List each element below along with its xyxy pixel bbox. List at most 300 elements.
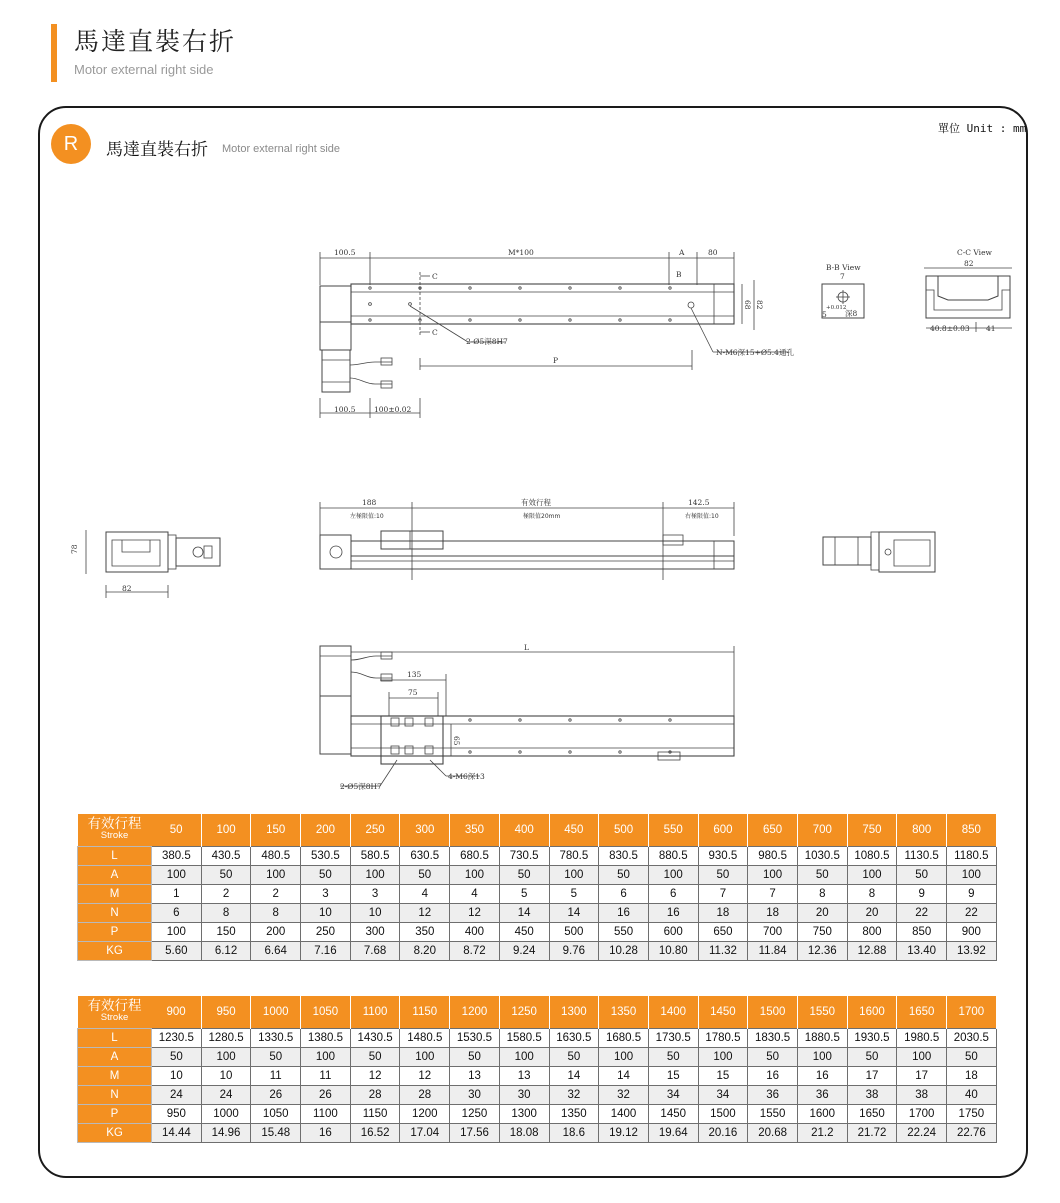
- table-cell: 1350: [549, 1105, 599, 1124]
- stroke-value: 350: [450, 814, 500, 847]
- table-cell: 12: [350, 1067, 400, 1086]
- section-title: 馬達直裝右折: [106, 140, 208, 160]
- table-cell: 1100: [301, 1105, 351, 1124]
- table-cell: 780.5: [549, 847, 599, 866]
- table-cell: 13.92: [947, 942, 997, 961]
- stroke-value: 450: [549, 814, 599, 847]
- table-cell: 1630.5: [549, 1029, 599, 1048]
- table-cell: 480.5: [251, 847, 301, 866]
- table-cell: 5: [499, 885, 549, 904]
- table-cell: 200: [251, 923, 301, 942]
- table-cell: 150: [201, 923, 251, 942]
- table-cell: 17: [897, 1067, 947, 1086]
- table-cell: 6.64: [251, 942, 301, 961]
- table-cell: 15.48: [251, 1124, 301, 1143]
- table-cell: 2030.5: [947, 1029, 997, 1048]
- table-cell: 930.5: [698, 847, 748, 866]
- dim-100-5-bottom: 100.5: [334, 405, 356, 414]
- stroke-value: 500: [599, 814, 649, 847]
- table-cell: 1530.5: [450, 1029, 500, 1048]
- table-cell: 24: [152, 1086, 202, 1105]
- table-cell: 1450: [648, 1105, 698, 1124]
- stroke-value: 50: [152, 814, 202, 847]
- table-cell: 22.24: [897, 1124, 947, 1143]
- cc-dim-41: 41: [986, 324, 996, 333]
- stroke-header-label: 有效行程 Stroke: [78, 814, 152, 847]
- section-c-top: C: [432, 272, 438, 281]
- dim-135: 135: [407, 670, 422, 679]
- table-cell: 50: [251, 1048, 301, 1067]
- table-cell: 100: [698, 1048, 748, 1067]
- table-cell: 100: [301, 1048, 351, 1067]
- table-cell: 38: [847, 1086, 897, 1105]
- stroke-header-row: [78, 814, 997, 847]
- table-cell: 1680.5: [599, 1029, 649, 1048]
- label-hole-bottom: 2-Ø5深8H7: [340, 782, 382, 791]
- table-cell: 100: [897, 1048, 947, 1067]
- table-cell: 680.5: [450, 847, 500, 866]
- table-cell: 100: [251, 866, 301, 885]
- bb-tolerance: +0.012: [826, 305, 847, 311]
- table-row: [78, 1029, 997, 1048]
- table-cell: 900: [947, 923, 997, 942]
- stroke-value: 1600: [847, 996, 897, 1029]
- table-cell: 50: [152, 1048, 202, 1067]
- table-row: [78, 847, 997, 866]
- table-cell: 13: [499, 1067, 549, 1086]
- table-cell: 1200: [400, 1105, 450, 1124]
- table-row: [78, 1086, 997, 1105]
- table-cell: 50: [400, 866, 450, 885]
- table-cell: 14: [499, 904, 549, 923]
- table-cell: 14.96: [201, 1124, 251, 1143]
- table-cell: 1130.5: [897, 847, 947, 866]
- table-cell: 1030.5: [797, 847, 847, 866]
- label-tap-holes: N-M6深15+Ø5.4通孔: [716, 348, 794, 357]
- table-cell: 350: [400, 923, 450, 942]
- dim-100-tol: 100±0.02: [374, 405, 412, 414]
- table-cell: 100: [599, 1048, 649, 1067]
- table-cell: 16.52: [350, 1124, 400, 1143]
- row-label: N: [78, 1086, 152, 1105]
- stroke-header-label: 有效行程 Stroke: [78, 996, 152, 1029]
- table-cell: 1250: [450, 1105, 500, 1124]
- dim-p: P: [553, 356, 559, 365]
- table-cell: 100: [847, 866, 897, 885]
- spec-table-1: [77, 814, 997, 961]
- table-cell: 1880.5: [797, 1029, 847, 1048]
- table-cell: 11.32: [698, 942, 748, 961]
- section-subtitle: Motor external right side: [222, 143, 340, 155]
- table-cell: 4: [450, 885, 500, 904]
- stroke-value: 300: [400, 814, 450, 847]
- section-c-bottom: C: [432, 328, 438, 337]
- table-cell: 28: [400, 1086, 450, 1105]
- unit-label: 單位 Unit : mm: [938, 122, 1027, 135]
- table-cell: 50: [499, 866, 549, 885]
- table-cell: 50: [350, 1048, 400, 1067]
- table-cell: 5.60: [152, 942, 202, 961]
- table-cell: 1300: [499, 1105, 549, 1124]
- table-cell: 16: [748, 1067, 798, 1086]
- table-cell: 380.5: [152, 847, 202, 866]
- table-cell: 300: [350, 923, 400, 942]
- table-cell: 880.5: [648, 847, 698, 866]
- table-cell: 21.72: [847, 1124, 897, 1143]
- table-cell: 430.5: [201, 847, 251, 866]
- table-cell: 15: [648, 1067, 698, 1086]
- stroke-value: 1650: [897, 996, 947, 1029]
- stroke-value: 1100: [350, 996, 400, 1029]
- table-cell: 10: [350, 904, 400, 923]
- table-cell: 600: [648, 923, 698, 942]
- row-label: P: [78, 1105, 152, 1124]
- table-cell: 12.36: [797, 942, 847, 961]
- stroke-value: 400: [499, 814, 549, 847]
- dim-142-5: 142.5: [688, 498, 710, 507]
- dim-stroke: 有效行程: [521, 498, 551, 507]
- table-cell: 8.20: [400, 942, 450, 961]
- table-cell: 3: [301, 885, 351, 904]
- table-cell: 1930.5: [847, 1029, 897, 1048]
- table-cell: 850: [897, 923, 947, 942]
- table-cell: 100: [400, 1048, 450, 1067]
- table-cell: 50: [450, 1048, 500, 1067]
- stroke-value: 1550: [797, 996, 847, 1029]
- table-cell: 14.44: [152, 1124, 202, 1143]
- stroke-value: 700: [797, 814, 847, 847]
- table-cell: 7: [748, 885, 798, 904]
- stroke-value: 1050: [301, 996, 351, 1029]
- table-row: [78, 1067, 997, 1086]
- table-cell: 1080.5: [847, 847, 897, 866]
- bb-dim-7: 7: [840, 272, 845, 281]
- table-cell: 1730.5: [648, 1029, 698, 1048]
- row-label: L: [78, 1029, 152, 1048]
- stroke-value: 1000: [251, 996, 301, 1029]
- dim-m100: M*100: [508, 248, 534, 257]
- dim-82: 82: [755, 300, 764, 310]
- table-cell: 9: [897, 885, 947, 904]
- table-cell: 18: [947, 1067, 997, 1086]
- dim-75: 75: [408, 688, 418, 697]
- table-cell: 9: [947, 885, 997, 904]
- right-end-view: [823, 532, 935, 572]
- stroke-value: 1300: [549, 996, 599, 1029]
- table-cell: 13: [450, 1067, 500, 1086]
- table-cell: 1330.5: [251, 1029, 301, 1048]
- table-cell: 580.5: [350, 847, 400, 866]
- row-label: N: [78, 904, 152, 923]
- table-cell: 12.88: [847, 942, 897, 961]
- table-cell: 14: [599, 1067, 649, 1086]
- stroke-value: 1400: [648, 996, 698, 1029]
- left-limit-label: 左極限值:10: [350, 513, 384, 520]
- table-cell: 50: [847, 1048, 897, 1067]
- table-cell: 100: [350, 866, 400, 885]
- label-m6-bottom: 4-M6深13: [448, 772, 485, 781]
- table-cell: 100: [450, 866, 500, 885]
- table-cell: 50: [599, 866, 649, 885]
- table-cell: 100: [648, 866, 698, 885]
- table-cell: 8: [847, 885, 897, 904]
- table-cell: 830.5: [599, 847, 649, 866]
- row-label: P: [78, 923, 152, 942]
- stroke-value: 1700: [947, 996, 997, 1029]
- table-cell: 4: [400, 885, 450, 904]
- label-hole-top: 2-Ø5深8H7: [466, 337, 508, 346]
- table-cell: 34: [648, 1086, 698, 1105]
- table-cell: 34: [698, 1086, 748, 1105]
- table-cell: 17.56: [450, 1124, 500, 1143]
- table-cell: 28: [350, 1086, 400, 1105]
- table-cell: 32: [599, 1086, 649, 1105]
- table-cell: 1700: [897, 1105, 947, 1124]
- table-cell: 750: [797, 923, 847, 942]
- table-cell: 3: [350, 885, 400, 904]
- table-cell: 8.72: [450, 942, 500, 961]
- cc-dim-82: 82: [964, 259, 974, 268]
- table-cell: 650: [698, 923, 748, 942]
- table-cell: 6: [648, 885, 698, 904]
- table-cell: 21.2: [797, 1124, 847, 1143]
- left-end-view: [70, 530, 220, 598]
- table-cell: 50: [698, 866, 748, 885]
- table-cell: 1750: [947, 1105, 997, 1124]
- table-cell: 50: [748, 1048, 798, 1067]
- dim-a: A: [679, 248, 685, 257]
- table-cell: 730.5: [499, 847, 549, 866]
- stroke-value: 1500: [748, 996, 798, 1029]
- table-cell: 11: [251, 1067, 301, 1086]
- table-cell: 1050: [251, 1105, 301, 1124]
- table-cell: 1780.5: [698, 1029, 748, 1048]
- table-cell: 1400: [599, 1105, 649, 1124]
- table-cell: 11: [301, 1067, 351, 1086]
- stroke-value: 1150: [400, 996, 450, 1029]
- table-cell: 9.24: [499, 942, 549, 961]
- right-limit-label: 右極限值:10: [685, 513, 719, 520]
- table-cell: 1980.5: [897, 1029, 947, 1048]
- stroke-header-row: [78, 996, 997, 1029]
- table-cell: 8: [797, 885, 847, 904]
- row-label: KG: [78, 942, 152, 961]
- bb-dim-5: 5: [822, 310, 827, 319]
- table-cell: 50: [301, 866, 351, 885]
- table-cell: 16: [648, 904, 698, 923]
- middle-view: [320, 497, 734, 580]
- stroke-value: 600: [698, 814, 748, 847]
- table-cell: 1: [152, 885, 202, 904]
- table-cell: 5: [549, 885, 599, 904]
- table-cell: 1550: [748, 1105, 798, 1124]
- table-cell: 6.12: [201, 942, 251, 961]
- table-cell: 30: [499, 1086, 549, 1105]
- dim-68: 68: [743, 300, 752, 310]
- table-cell: 40: [947, 1086, 997, 1105]
- page-title: 馬達直裝右折: [74, 27, 237, 56]
- stroke-value: 1250: [499, 996, 549, 1029]
- table-cell: 8: [201, 904, 251, 923]
- table-cell: 10: [301, 904, 351, 923]
- table-cell: 50: [201, 866, 251, 885]
- table-cell: 22.76: [947, 1124, 997, 1143]
- table-cell: 50: [897, 866, 947, 885]
- table-cell: 17.04: [400, 1124, 450, 1143]
- table-cell: 100: [549, 866, 599, 885]
- table-cell: 1830.5: [748, 1029, 798, 1048]
- row-label: L: [78, 847, 152, 866]
- table-cell: 22: [947, 904, 997, 923]
- mid-limit-label: 極限值20mm: [523, 513, 561, 520]
- table-cell: 450: [499, 923, 549, 942]
- table-cell: 630.5: [400, 847, 450, 866]
- table-row: [78, 942, 997, 961]
- dim-188: 188: [362, 498, 377, 507]
- table-cell: 1480.5: [400, 1029, 450, 1048]
- table-cell: 6: [152, 904, 202, 923]
- stroke-value: 200: [301, 814, 351, 847]
- table-cell: 50: [648, 1048, 698, 1067]
- table-cell: 18.08: [499, 1124, 549, 1143]
- stroke-value: 950: [201, 996, 251, 1029]
- table-cell: 20: [847, 904, 897, 923]
- top-view: [320, 248, 794, 418]
- table-cell: 2: [201, 885, 251, 904]
- table-cell: 20.16: [698, 1124, 748, 1143]
- cc-view: [924, 248, 1012, 333]
- table-cell: 17: [847, 1067, 897, 1086]
- stroke-value: 150: [251, 814, 301, 847]
- table-cell: 10.80: [648, 942, 698, 961]
- table-cell: 24: [201, 1086, 251, 1105]
- table-cell: 12: [450, 904, 500, 923]
- stroke-value: 800: [897, 814, 947, 847]
- bottom-view: [320, 643, 734, 791]
- stroke-value: 250: [350, 814, 400, 847]
- table-cell: 530.5: [301, 847, 351, 866]
- table-cell: 100: [947, 866, 997, 885]
- bb-view: [822, 263, 864, 319]
- table-cell: 14: [549, 904, 599, 923]
- row-label: M: [78, 885, 152, 904]
- table-cell: 14: [549, 1067, 599, 1086]
- table-cell: 30: [450, 1086, 500, 1105]
- table-cell: 22: [897, 904, 947, 923]
- table-cell: 1380.5: [301, 1029, 351, 1048]
- table-cell: 13.40: [897, 942, 947, 961]
- stroke-value: 1350: [599, 996, 649, 1029]
- stroke-value: 1450: [698, 996, 748, 1029]
- table-cell: 100: [748, 866, 798, 885]
- table-cell: 20: [797, 904, 847, 923]
- page-subtitle: Motor external right side: [74, 62, 214, 77]
- table-cell: 7.16: [301, 942, 351, 961]
- cc-title: C-C View: [957, 248, 992, 257]
- table-row: [78, 1048, 997, 1067]
- table-cell: 16: [797, 1067, 847, 1086]
- table-cell: 38: [897, 1086, 947, 1105]
- table-cell: 18: [748, 904, 798, 923]
- table-cell: 10: [152, 1067, 202, 1086]
- table-row: [78, 1105, 997, 1124]
- table-cell: 20.68: [748, 1124, 798, 1143]
- table-cell: 1150: [350, 1105, 400, 1124]
- table-cell: 100: [152, 923, 202, 942]
- table-cell: 36: [748, 1086, 798, 1105]
- table-cell: 2: [251, 885, 301, 904]
- table-cell: 50: [797, 866, 847, 885]
- table-cell: 100: [152, 866, 202, 885]
- table-cell: 12: [400, 904, 450, 923]
- table-cell: 100: [797, 1048, 847, 1067]
- row-label: A: [78, 866, 152, 885]
- table-row: [78, 923, 997, 942]
- dim-65: 65: [452, 736, 461, 746]
- dim-80: 80: [708, 248, 718, 257]
- row-label: M: [78, 1067, 152, 1086]
- table-cell: 980.5: [748, 847, 798, 866]
- table-cell: 15: [698, 1067, 748, 1086]
- row-label: KG: [78, 1124, 152, 1143]
- stroke-value: 650: [748, 814, 798, 847]
- table-cell: 7: [698, 885, 748, 904]
- table-cell: 400: [450, 923, 500, 942]
- table-cell: 36: [797, 1086, 847, 1105]
- table-cell: 18: [698, 904, 748, 923]
- table-row: [78, 866, 997, 885]
- table-cell: 50: [947, 1048, 997, 1067]
- table-cell: 1230.5: [152, 1029, 202, 1048]
- table-row: [78, 1124, 997, 1143]
- table-cell: 16: [301, 1124, 351, 1143]
- table-cell: 32: [549, 1086, 599, 1105]
- left-dim-78: 78: [70, 544, 79, 554]
- bb-depth: 深8: [845, 309, 858, 318]
- table-cell: 16: [599, 904, 649, 923]
- spec-table-2: [77, 996, 997, 1143]
- section-badge: R: [51, 124, 91, 164]
- table-cell: 1180.5: [947, 847, 997, 866]
- table-cell: 1650: [847, 1105, 897, 1124]
- table-cell: 1580.5: [499, 1029, 549, 1048]
- table-cell: 7.68: [350, 942, 400, 961]
- table-row: [78, 904, 997, 923]
- table-cell: 26: [251, 1086, 301, 1105]
- table-cell: 800: [847, 923, 897, 942]
- table-cell: 12: [400, 1067, 450, 1086]
- table-cell: 18.6: [549, 1124, 599, 1143]
- table-cell: 700: [748, 923, 798, 942]
- table-cell: 950: [152, 1105, 202, 1124]
- row-label: A: [78, 1048, 152, 1067]
- table-cell: 9.76: [549, 942, 599, 961]
- table-cell: 1500: [698, 1105, 748, 1124]
- cc-dim-408: 40.8±0.03: [930, 324, 970, 333]
- stroke-value: 550: [648, 814, 698, 847]
- table-cell: 19.64: [648, 1124, 698, 1143]
- table-cell: 1280.5: [201, 1029, 251, 1048]
- table-cell: 19.12: [599, 1124, 649, 1143]
- table-row: [78, 885, 997, 904]
- table-cell: 1600: [797, 1105, 847, 1124]
- table-cell: 250: [301, 923, 351, 942]
- table-cell: 1000: [201, 1105, 251, 1124]
- table-cell: 8: [251, 904, 301, 923]
- stroke-value: 850: [947, 814, 997, 847]
- table-cell: 10: [201, 1067, 251, 1086]
- table-cell: 26: [301, 1086, 351, 1105]
